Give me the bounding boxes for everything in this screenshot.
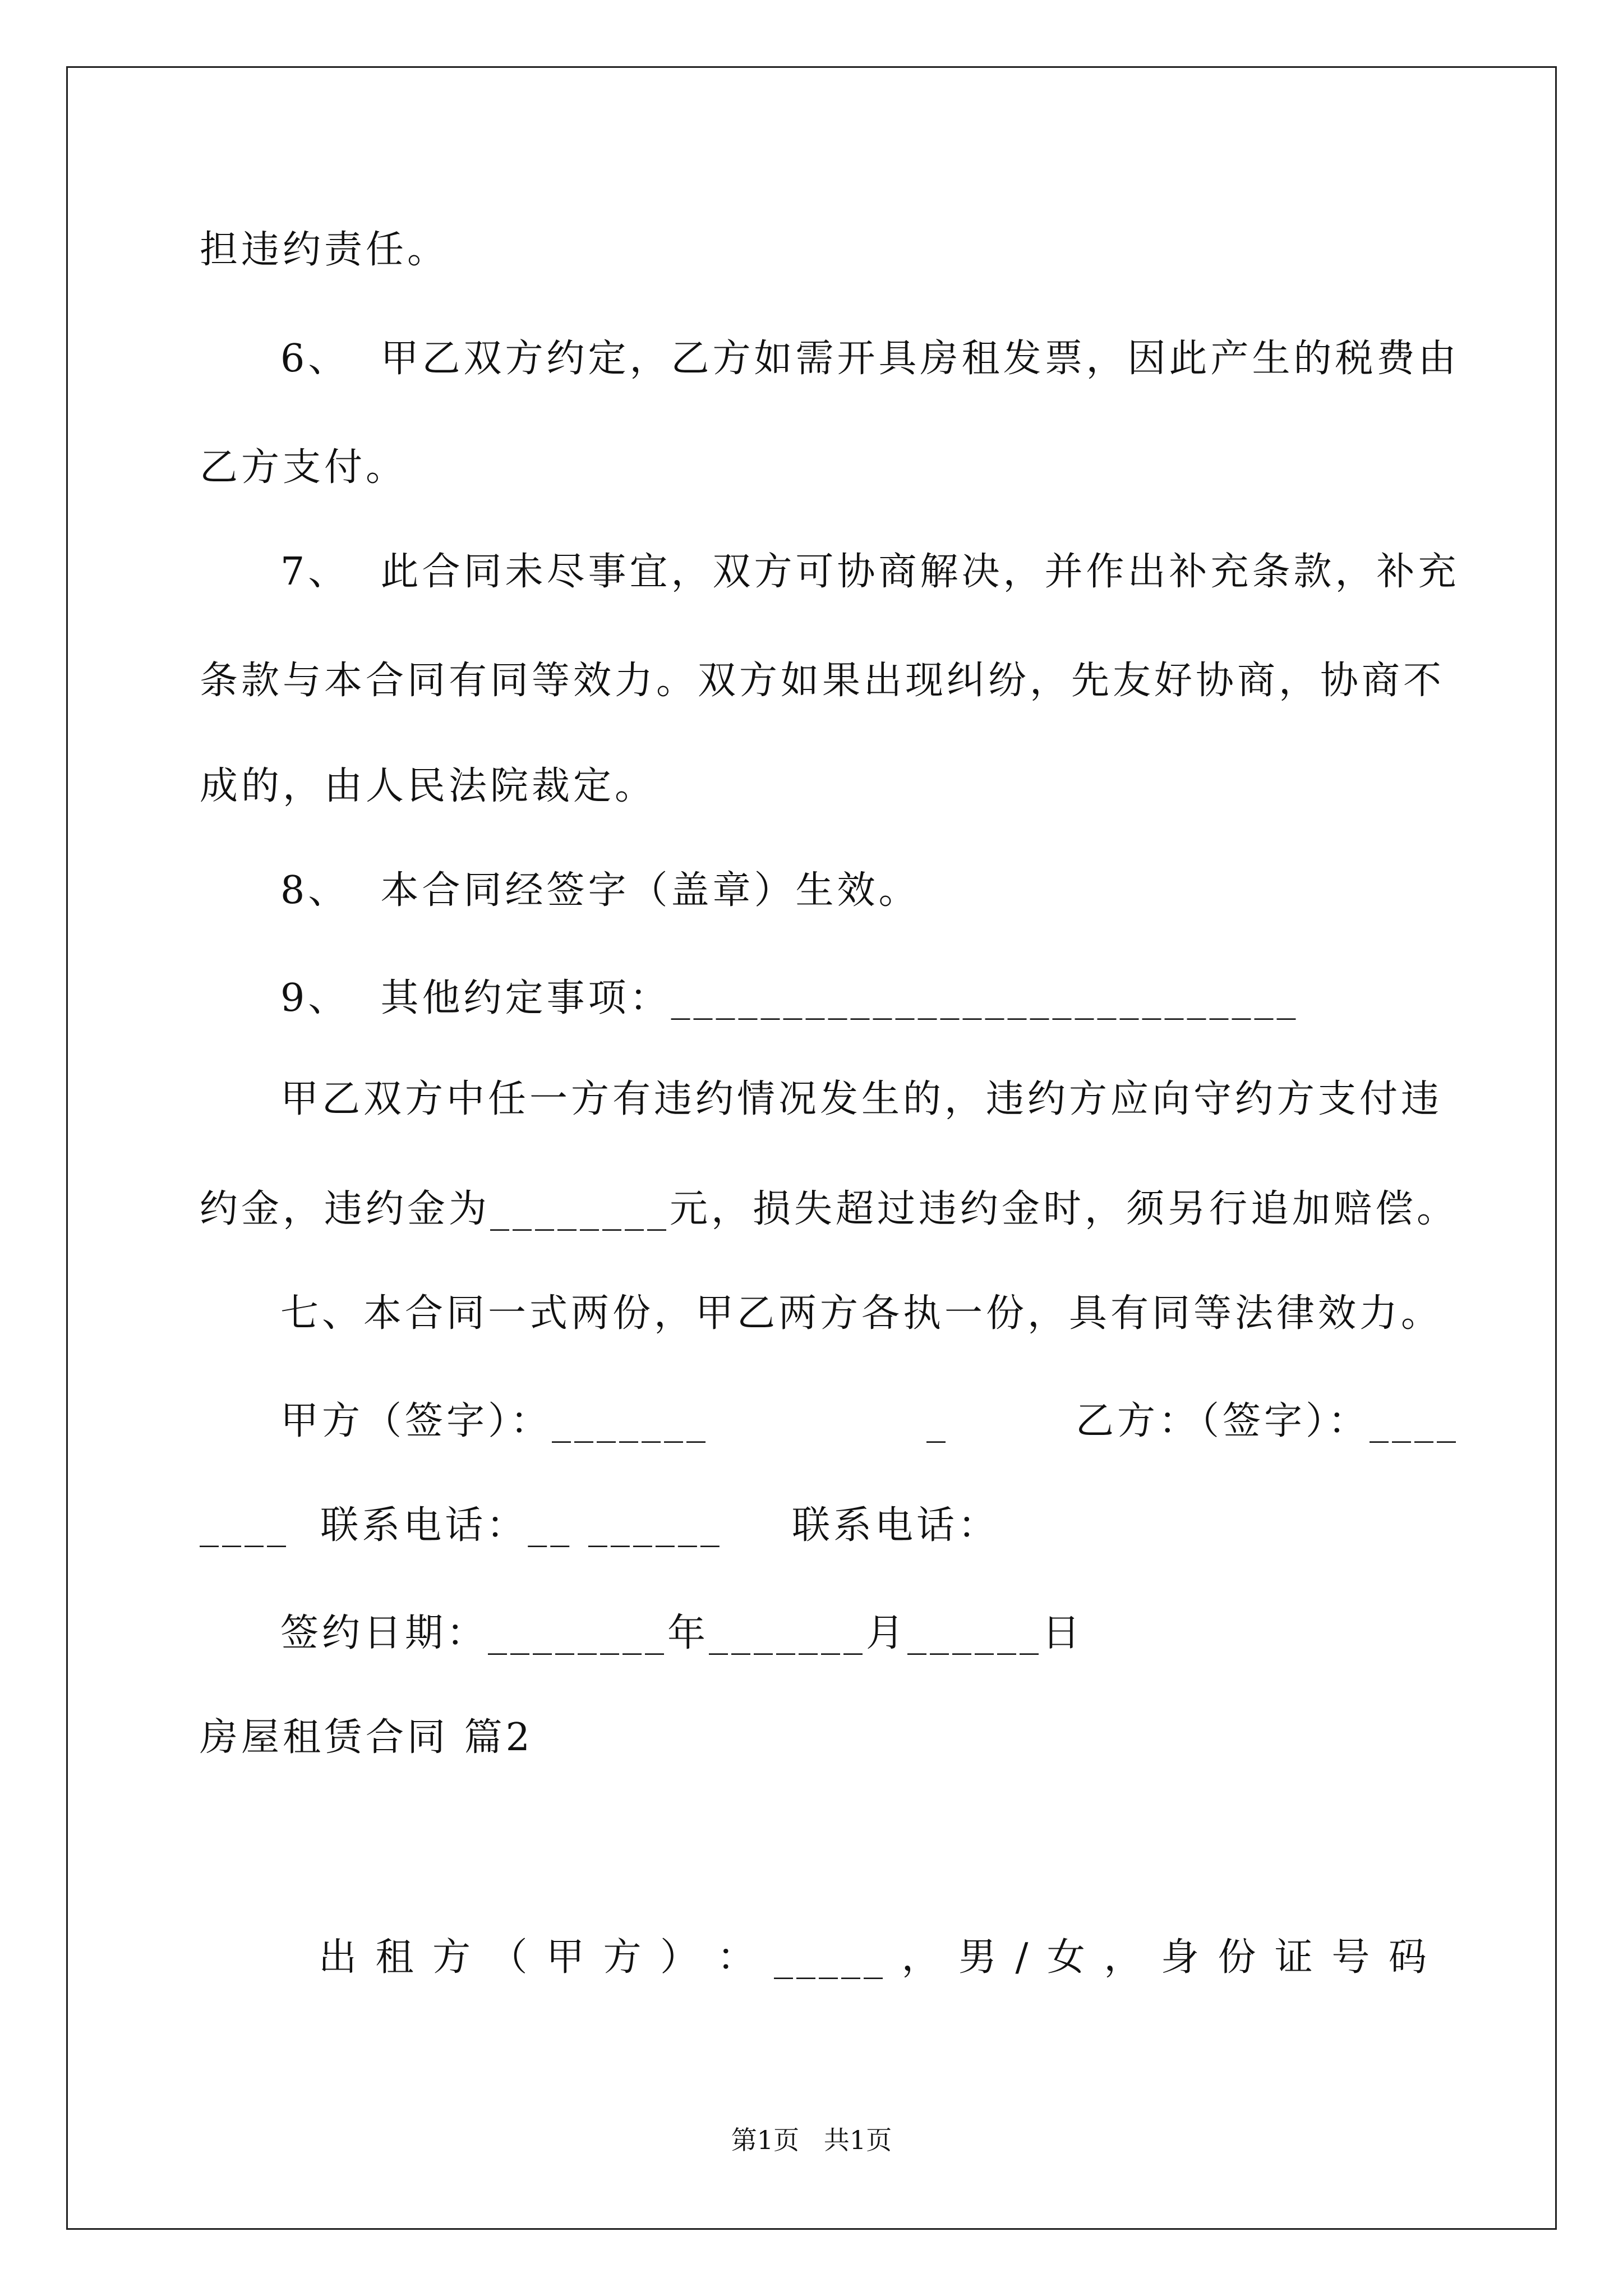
party-a-phone: ____ 联系电话：__ ______ bbox=[200, 1503, 723, 1548]
signing-date: 签约日期：________年_______月______日 bbox=[280, 1611, 1084, 1655]
char: ， bbox=[1104, 1935, 1146, 1980]
char: 出 bbox=[319, 1935, 361, 1980]
char: 方 bbox=[603, 1935, 645, 1980]
party-b-signature: 乙方：（签字）：____ bbox=[1076, 1399, 1460, 1443]
text-line: 乙方支付。 bbox=[200, 445, 408, 490]
signature-blank: _ bbox=[926, 1399, 949, 1443]
text-line: 甲乙双方中任一方有违约情况发生的，违约方应向守约方支付违 bbox=[280, 1077, 1443, 1121]
lessor-line bbox=[319, 1935, 1430, 1980]
char: ： bbox=[717, 1935, 759, 1980]
char: ） bbox=[660, 1935, 702, 1980]
clause-7: 7、 此合同未尽事宜，双方可协商解决，并作出补充条款，补充 bbox=[280, 550, 1460, 594]
clause-seven: 七、本合同一式两份，甲乙两方各执一份，具有同等法律效力。 bbox=[280, 1291, 1443, 1336]
char: 方 bbox=[432, 1935, 474, 1980]
text-line: 约金，违约金为________元，损失超过违约金时，须另行追加赔偿。 bbox=[200, 1187, 1459, 1231]
party-b-phone: 联系电话： bbox=[792, 1503, 1000, 1548]
blank: _____ bbox=[774, 1935, 886, 1980]
section-title: 房屋租赁合同 篇2 bbox=[200, 1715, 533, 1760]
clause-8: 8、 本合同经签字（盖章）生效。 bbox=[280, 868, 920, 913]
char: 码 bbox=[1388, 1935, 1430, 1980]
char: 证 bbox=[1274, 1935, 1316, 1980]
page-footer: 第1页 共1页 bbox=[731, 2125, 892, 2155]
char: 男 bbox=[958, 1935, 1000, 1980]
char: 份 bbox=[1218, 1935, 1260, 1980]
page-border bbox=[66, 66, 1557, 2230]
char: 号 bbox=[1331, 1935, 1373, 1980]
char: / bbox=[1015, 1935, 1032, 1980]
char: 身 bbox=[1160, 1935, 1202, 1980]
text-line: 成的，由人民法院裁定。 bbox=[200, 764, 657, 808]
clause-6: 6、 甲乙双方约定，乙方如需开具房租发票，因此产生的税费由 bbox=[280, 337, 1460, 381]
text-line: 担违约责任。 bbox=[200, 228, 449, 272]
char: 甲 bbox=[546, 1935, 588, 1980]
char: 租 bbox=[375, 1935, 417, 1980]
char: （ bbox=[489, 1935, 531, 1980]
text-line: 条款与本合同有同等效力。双方如果出现纠纷，先友好协商，协商不 bbox=[200, 659, 1445, 703]
clause-9: 9、 其他约定事项：____________________________ bbox=[280, 976, 1299, 1020]
char: ， bbox=[901, 1935, 943, 1980]
party-a-signature: 甲方（签字）：_______ bbox=[280, 1399, 709, 1443]
char: 女 bbox=[1046, 1935, 1089, 1980]
